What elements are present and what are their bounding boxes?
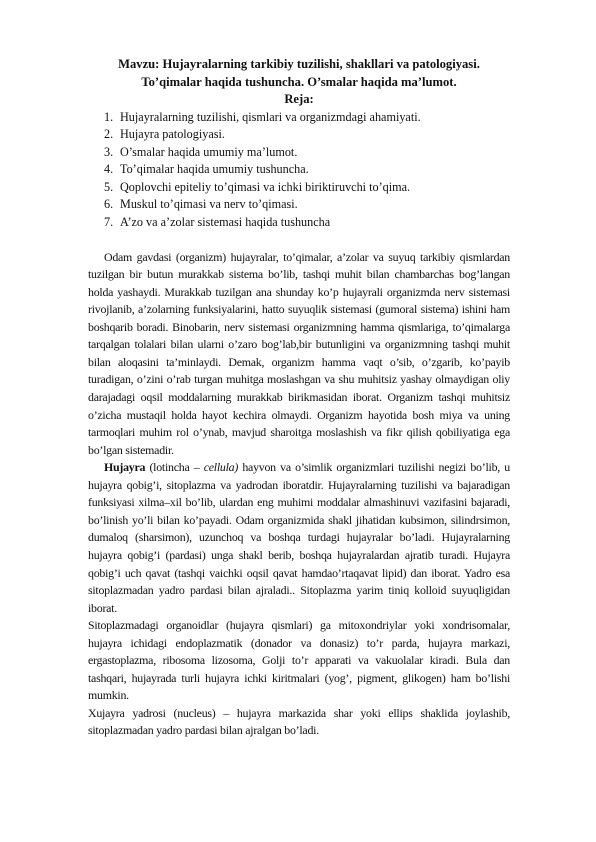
latin-term-cellula: cellula) [203,460,239,475]
plan-item-text: To’qimalar haqida umumiy tushuncha. [120,162,309,177]
plan-item [104,109,510,127]
plan-item-number: 4. [104,162,114,177]
body-paragraph-organoids: Sitoplazmadagi organoidlar (hujayra qismlari) ga mitoxondriylar yoki xondrisomalar, hujayra ichidagi endoplazmatik (donador va donasiz) to’r parda, hujayra markazi, ergastoplazma, ribosoma lizosoma, Golji to’r apparati va vakuolalar kiradi. Bula dan tashqari, hujayrada turli hujayra ichki kiritmalari (yog’, pigment, glikogen) ham bo’lishi mumkin. [88,618,510,703]
plan-item [104,179,510,197]
document-page [88,56,510,740]
plan-item-number: 5. [104,179,114,194]
body-paragraph-cell [88,459,510,617]
plan-item [104,144,510,162]
plan-list [88,109,510,232]
plan-item-text: Qoplovchi epiteliy to’qimasi va ichki biriktiruvchi to’qima. [120,179,411,194]
plan-item [104,196,510,214]
plan-item [104,214,510,232]
plan-item-text: Hujayralarning tuzilishi, qismlari va organizmdagi ahamiyati. [120,109,421,124]
plan-item-number: 7. [104,215,114,230]
document-title-line-1: Mavzu: Hujayralarning tarkibiy tuzilishi, shakllari va patologiyasi. [118,57,480,71]
plan-heading: Reja: [284,92,314,106]
plan-item-number: 1. [104,109,114,124]
plan-item [104,161,510,179]
latin-note-prefix: (lotincha – [149,460,200,475]
section-spacer [88,232,510,249]
plan-item-text: Hujayra patologiyasi. [120,127,225,142]
plan-item-text: O’smalar haqida umumiy ma’lumot. [120,144,298,159]
plan-item-number: 2. [104,127,114,142]
plan-item [104,126,510,144]
plan-item-text: A’zo va a’zolar sistemasi haqida tushuncha [120,215,331,230]
plan-item-number: 3. [104,144,114,159]
cell-paragraph-text: hayvon va o’simlik organizmlari tuzilishi negizi bo’lib, u hujayra qobig’i, sitoplazma va yadrodan iboratdir. Hujayralarning tuzilishi va bajaradigan funksiyasi xilma–xil bo’lib, ulardan eng muhimi moddalar almashinuvi vazifasini bajaradi, bo’linish yo’li bilan ko’payadi. Odam organizmida shakl jihatidan kubsimon, silindrsimon, dumaloq (sharsimon), uzunchoq va boshqa turdagi hujayralar bo’ladi. Hujayralarning hujayra qobig’i (pardasi) unga shakl berib, boshqa hujayralardan ajratib turadi. Hujayra qobig’i uch qavat (tashqi vaichki oqsil qavat hamdao’rtaqavat lipid) dan iborat. Yadro esa sitoplazmadan yadro pardasi bilan ajraladi.. Sitoplazma yarim tiniq kolloid suyuqligidan iborat. [88,460,510,615]
plan-item-number: 6. [104,197,114,212]
body-paragraph-nucleus: Xujayra yadrosi (nucleus) – hujayra markazida shar yoki ellips shaklida joylashib, sitoplazmadan yadro pardasi bilan ajralgan bo’ladi. [88,705,510,738]
document-title-line-2: To’qimalar haqida tushuncha. O’smalar haqida ma’lumot. [141,74,457,89]
plan-item-text: Muskul to’qimasi va nerv to’qimasi. [120,197,298,212]
body-paragraph-organism: Odam gavdasi (organizm) hujayralar, to’qimalar, a’zolar va suyuq tarkibiy qismlardan tuzilgan bir butun murakkab sistema bo’lib, tashqi muhit bilan chambarchas bog’langan holda yashaydi. Murakkab tuzilgan ana shunday ko’p hujayrali organizmda nerv sistemasi rivojlanib, a’zolarning funksiyalarini, hatto suyuqlik sistemasi (gumoral sistema) ishini ham boshqarib boradi. Binobarin, nerv sistemasi organizmning hamma qismlariga, to’qimalarga tarqalgan tolalari bilan ularni o’zaro bog’lab,bir butunligini va organizmning tashqi muhit bilan aloqasini ta’minlaydi. Demak, organizm hamma vaqt o’sib, o’zgarib, ko’payib turadigan, o’zini o’rab turgan muhitga moslashgan va shu muhitsiz yashay olmaydigan oliy darajadagi oqsil moddalarning murakkab birikmasidan iborat. Organizm tashqi muhitsiz o’zicha mustaqil holda hayot kechira olmaydi. Organizm hayotida bosh miya va uning tarmoqlari muhim rol o’ynab, mavjud sharoitga moslashish va fikr qilish qobiliyatiga ega bo’lgan sistemadir. [88,249,510,457]
term-hujayra: Hujayra [104,460,146,475]
